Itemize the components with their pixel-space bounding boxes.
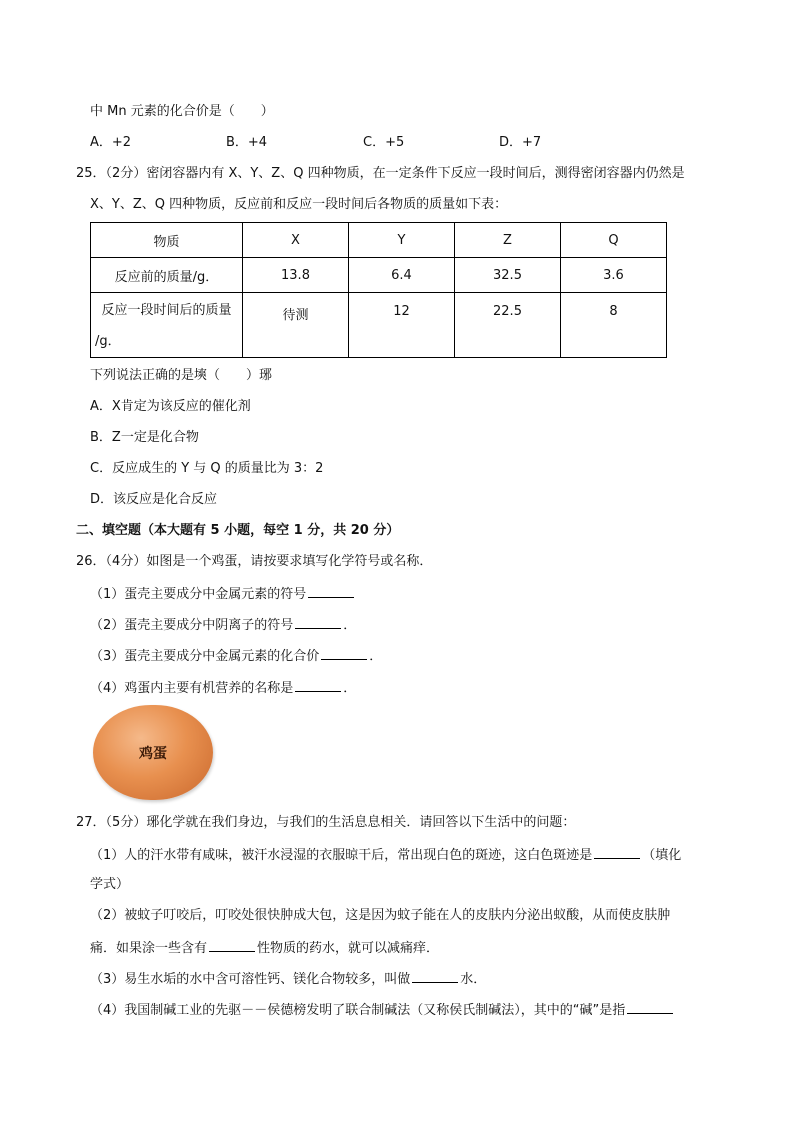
period: ． xyxy=(343,618,357,633)
q26-item-4 xyxy=(90,679,356,697)
table-row xyxy=(91,258,667,293)
row-label: 反应前的质量/g． xyxy=(91,258,243,293)
q24-option-b: B．+4 xyxy=(226,135,268,150)
q27-item-4 xyxy=(90,1001,675,1019)
table-cell: 3.6 xyxy=(561,258,667,293)
item-text: （2）蛋壳主要成分中阴离子的符号 xyxy=(90,618,294,633)
answer-blank[interactable] xyxy=(209,939,255,952)
item-text: （3）易生水垢的水中含可溶性钙、镁化合物较多，叫做 xyxy=(90,972,411,987)
q27-item-1-cont: 学式） xyxy=(90,877,130,892)
answer-blank[interactable] xyxy=(308,585,354,598)
item-text: 水． xyxy=(460,972,487,987)
q27-item-2-cont xyxy=(90,939,439,957)
table-row xyxy=(91,293,667,358)
table-cell: 32.5 xyxy=(455,258,561,293)
table-header: X xyxy=(243,223,349,258)
mass-table xyxy=(90,222,667,358)
q27-stem: 27．（5分）琊化学就在我们身边，与我们的生活息息相关．请回答以下生活中的问题： xyxy=(76,815,576,830)
item-text: 性物质的药水，就可以减痛痒． xyxy=(257,941,440,956)
q25-option-d: D．该反应是化合反应 xyxy=(90,492,218,507)
table-cell: 12 xyxy=(349,293,455,358)
q24-option-c: C．+5 xyxy=(363,135,405,150)
q26-item-3 xyxy=(90,647,382,665)
q27-item-3 xyxy=(90,970,486,988)
table-cell: 6.4 xyxy=(349,258,455,293)
table-header: Q xyxy=(561,223,667,258)
item-text: （1）人的汗水带有咸味，被汗水浸湿的衣服晾干后，常出现白色的斑迹，这白色斑迹是 xyxy=(90,848,593,863)
q25-stem-line2: X、Y、Z、Q 四种物质，反应前和反应一段时间后各物质的质量如下表： xyxy=(90,197,508,212)
row-label xyxy=(91,293,243,358)
q25-question: 下列说法正确的是塽（ ）琊 xyxy=(90,368,273,383)
q25-option-a: A．X肯定为该反应的催化剂 xyxy=(90,399,251,414)
item-text: （4）鸡蛋内主要有机营养的名称是 xyxy=(90,681,294,696)
row-label-line2: /g． xyxy=(95,334,121,349)
answer-blank[interactable] xyxy=(627,1001,673,1014)
table-header: Z xyxy=(455,223,561,258)
answer-blank[interactable] xyxy=(295,679,341,692)
q24-option-d: D．+7 xyxy=(499,135,542,150)
q26-stem: 26．（4分）如图是一个鸡蛋，请按要求填写化学符号或名称． xyxy=(76,554,433,569)
item-text: （填化 xyxy=(642,848,682,863)
q24-stem-end: 中 Mn 元素的化合价是（ ） xyxy=(90,104,274,119)
period: ． xyxy=(343,681,357,696)
item-text: （3）蛋壳主要成分中金属元素的化合价 xyxy=(90,649,320,664)
table-cell: 13.8 xyxy=(243,258,349,293)
answer-blank[interactable] xyxy=(321,647,367,660)
egg-label: 鸡蛋 xyxy=(139,746,167,762)
answer-blank[interactable] xyxy=(295,616,341,629)
period: ． xyxy=(369,649,383,664)
row-label-line1: 反应一段时间后的质量 xyxy=(101,303,232,318)
q27-item-1 xyxy=(90,846,681,864)
section-heading: 二、填空题（本大题有 5 小题，每空 1 分，共 20 分） xyxy=(76,523,400,538)
q26-item-2 xyxy=(90,616,356,634)
table-cell: 待测 xyxy=(243,293,349,358)
table-header-row xyxy=(91,223,667,258)
q24-option-a: A．+2 xyxy=(90,135,132,150)
answer-blank[interactable] xyxy=(594,846,640,859)
table-cell: 22.5 xyxy=(455,293,561,358)
table-header: 物质 xyxy=(91,223,243,258)
egg-image xyxy=(93,705,213,800)
q25-option-b: B．Z一定是化合物 xyxy=(90,430,199,445)
answer-blank[interactable] xyxy=(412,970,458,983)
q25-stem-line1: 25．（2分）密闭容器内有 X、Y、Z、Q 四种物质，在一定条件下反应一段时间后，测得密闭容器内仍然是 xyxy=(76,166,685,181)
q26-item-1 xyxy=(90,585,356,603)
q25-option-c: C．反应成生的 Y 与 Q 的质量比为 3：2 xyxy=(90,461,324,476)
item-text: （4）我国制碱工业的先驱－－侯德榜发明了联合制碱法（又称侯氏制碱法），其中的“碱”是指 xyxy=(90,1003,626,1018)
q27-item-2: （2）被蚊子叮咬后，叮咬处很快肿成大包，这是因为蚊子能在人的皮肤内分泌出蚁酸，从而使皮肤肿 xyxy=(90,908,671,923)
table-cell: 8 xyxy=(561,293,667,358)
table-header: Y xyxy=(349,223,455,258)
item-text: （1）蛋壳主要成分中金属元素的符号 xyxy=(90,587,307,602)
item-text: 痛．如果涂一些含有 xyxy=(90,941,208,956)
